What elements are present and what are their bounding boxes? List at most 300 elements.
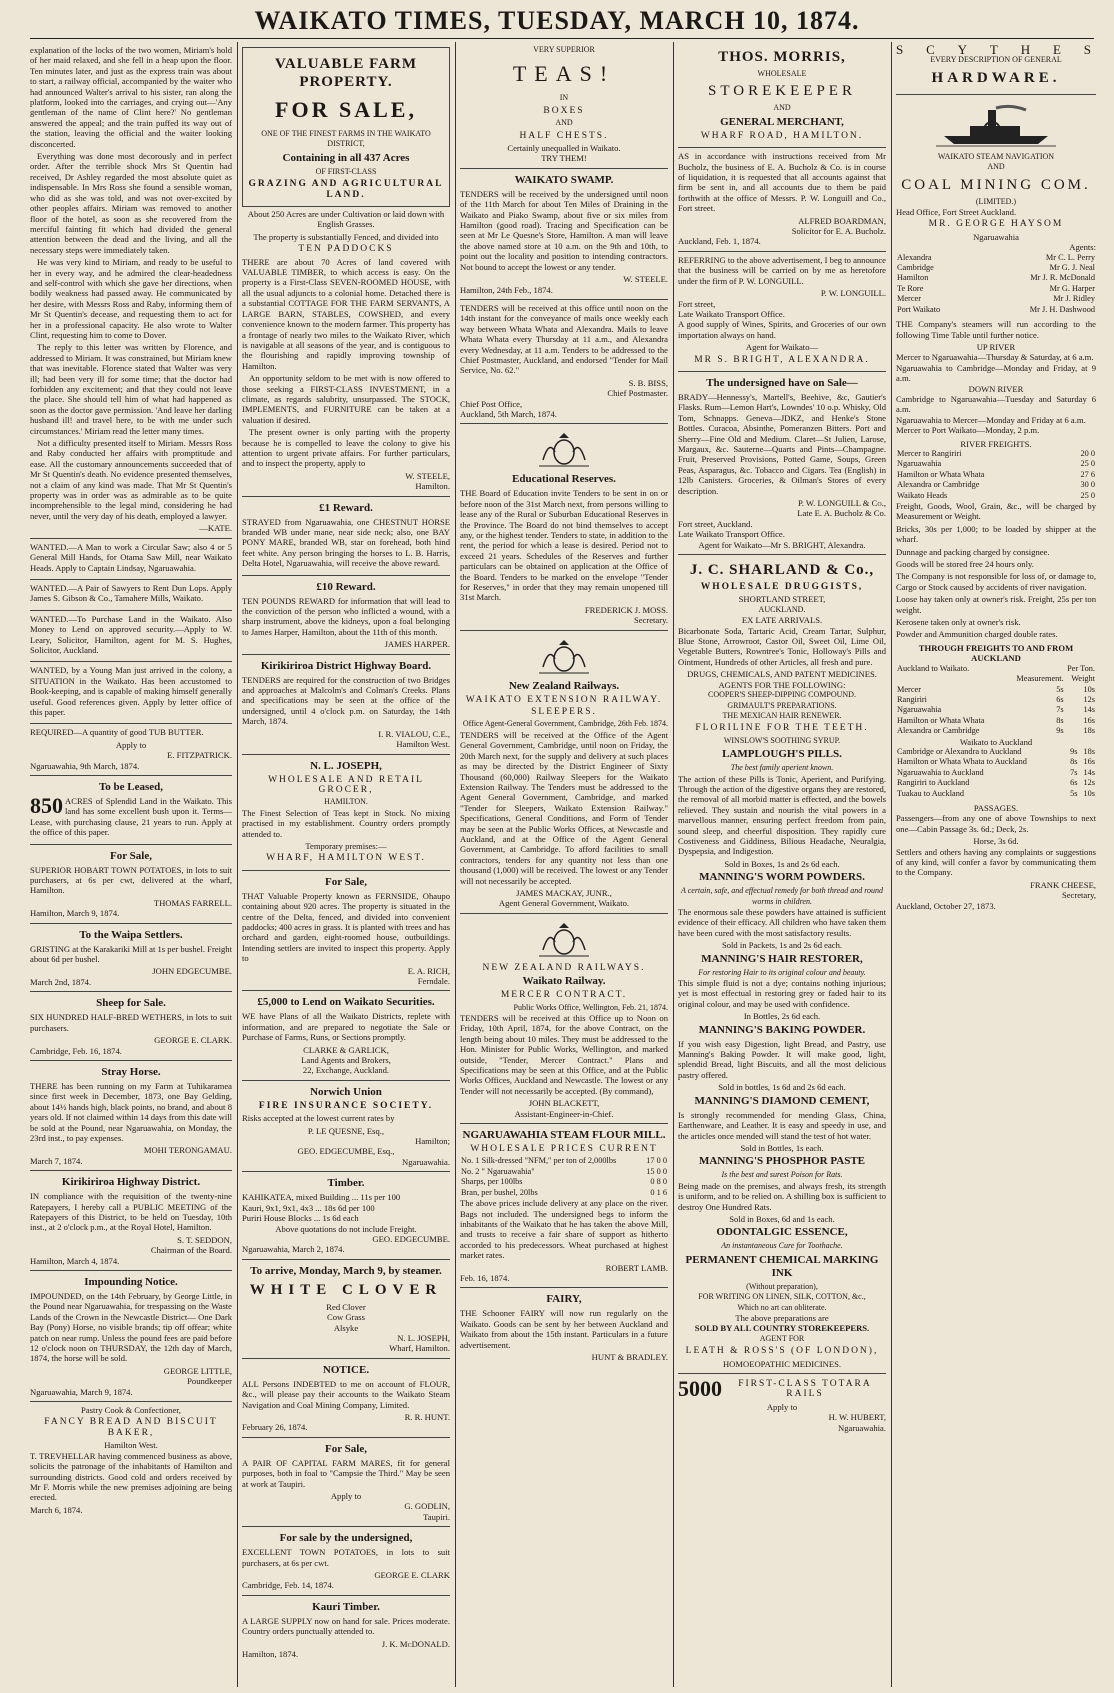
ad-body: Risks accepted at the lowest current rates by bbox=[242, 1113, 395, 1124]
table-cell: Mr C. L. Perry bbox=[1045, 252, 1095, 262]
mail-tender-ad bbox=[460, 300, 668, 424]
table-cell: 5s bbox=[1056, 684, 1064, 694]
masthead-rule bbox=[30, 38, 1094, 39]
freight-row bbox=[896, 695, 1096, 705]
table-cell: 17 0 0 bbox=[646, 1156, 667, 1166]
return-heading: Waikato to Auckland bbox=[959, 736, 1033, 747]
ad-heading: £1 Reward. bbox=[319, 501, 373, 514]
product-body: This simple fluid is not a dye; contains nothing injurious; yet is most effectual in restoring grey or faded hair to its original colour, and may be used with confidence. bbox=[678, 978, 886, 1009]
ad-address: Late Waikato Transport Office. bbox=[678, 529, 785, 540]
display-letter: H bbox=[1020, 42, 1036, 57]
ad-subheading: WHOLESALE PRICES CURRENT bbox=[470, 1144, 658, 1155]
ad-subheading: AGENTS FOR THE FOLLOWING: bbox=[718, 679, 846, 690]
ad-address: WHARF ROAD, HAMILTON. bbox=[700, 130, 864, 141]
display-letter: S bbox=[896, 42, 909, 57]
ad-heading: Norwich Union bbox=[310, 1085, 382, 1098]
table-cell: 15 0 0 bbox=[646, 1166, 667, 1176]
table-cell: Mr G. J. Neal bbox=[1049, 263, 1095, 273]
table-cell: Te Rore bbox=[897, 283, 924, 293]
butter-ad bbox=[30, 724, 232, 776]
ad-display-text: COAL MINING COM. bbox=[901, 176, 1091, 193]
royal-crest-icon bbox=[529, 430, 599, 470]
ad-heading: £10 Reward. bbox=[316, 580, 376, 593]
sheep-ad bbox=[30, 992, 232, 1061]
sleepers-tender-ad bbox=[460, 631, 668, 914]
ad-manager: MR. GEORGE HAYSOM bbox=[928, 219, 1064, 230]
column-divider bbox=[455, 42, 456, 1687]
ad-body: A PAIR OF CAPITAL FARM MARES, fit for general purposes, both in foal to "Campsie the Third." May be seen at work at Taupiri. bbox=[242, 1457, 450, 1489]
ad-note: Temporary premises:— bbox=[305, 840, 387, 851]
ad-subheading: BOXES bbox=[543, 105, 585, 116]
ad-body: TENDERS will be received at this office until noon on the 14th instant for the conveyance of mails once weekly each way between Whata Whata and Alexandra. Mails to leave Whata Whata every Thursday at 11 a.m., and Alexandra every Wednesday, at 11 a.m. Tenders to be addressed to the Chief Postmaster, Auckland, and endorsed "Tender for Mail Service, No. 62." bbox=[460, 302, 668, 376]
ad-body: The property is substantially Fenced, and divided into bbox=[253, 231, 439, 242]
timetable-line: Mercer to Ngaruawahia—Thursday & Saturday, at 6 a.m. bbox=[896, 352, 1094, 363]
table-cell: 18s bbox=[1083, 726, 1095, 736]
ad-subheading: AND bbox=[555, 118, 573, 128]
display-letter: T bbox=[989, 42, 1003, 57]
timetable-line: Cambridge to Ngaruawahia—Tuesday and Saturday 6 a.m. bbox=[896, 393, 1096, 415]
ad-note: Loose hay taken only at owner's risk. Freight, 25s per ton weight. bbox=[896, 594, 1096, 615]
story-paragraph: The reply to this letter was written by Florence, and addressed to Miriam. It was constrained, but Miriam knew that was inevitable. Florence stated that Walter was very ill; had been very ill for some time; that the doctor had forbidden any excitement; and that they could not leave the place. She should tell him of what had happened as soon as the doctor gave permission. 'And leave her darling husband ill! and travel here, to be with me under such circumstances.' Miriam read the letter many times. bbox=[30, 342, 232, 436]
ad-body: ALL Persons INDEBTED to me on account of FLOUR, &c., will please pay their accounts to the Waikato Steam Navigation and Coal Mining Company, Limited. bbox=[242, 1378, 450, 1410]
ad-office: Public Works Office, Wellington, Feb. 21, 1874. bbox=[513, 1002, 668, 1012]
product-body: The enormous sale these powders have attained is sufficient evidence of their efficacy. All children who have taken them have been cured with the most satisfactory results. bbox=[678, 907, 886, 938]
ad-body: IMPOUNDED, on the 14th February, by George Little, in the Pound near Ngaruawahia, for trespassing on the Waste Lands of the Crown in the Newcastle District— One Dark Bay (Pony) Horse, no visible brands; tip off offear; white patch on near rump. Unless the pound fees are paid before 12 o'clock noon on THURSDAY, the 12th day of March, 1874, the horse will be sold. bbox=[30, 1291, 232, 1364]
ad-signature: CLARKE & GARLICK, bbox=[303, 1044, 389, 1055]
ad-body: A good supply of Wines, Spirits, and Groceries of our own importation always on hand. bbox=[678, 319, 886, 340]
timetable-line: Ngaruawahia to Cambridge—Monday and Friday, at 9 a.m. bbox=[896, 362, 1096, 384]
ad-signature-place: Hamilton. bbox=[415, 481, 450, 492]
freight-row bbox=[896, 726, 1096, 736]
ad-date: February 26, 1874. bbox=[242, 1422, 308, 1433]
ad-body: Bicarbonate Soda, Tartaric Acid, Cream Tartar, Sulphur, Blue Stone, Arrowroot, Castor Oil, Sweet Oil, Lime Oil, Vegetable Butters, Rowntree's Tonic, Holloway's Pills and Ointment, Hundreds of other Articles, all fresh and pure. bbox=[678, 625, 886, 667]
table-cell: 9s bbox=[1070, 746, 1078, 756]
return-freights-table bbox=[896, 747, 1096, 799]
ad-signature-place: Ngaruawahia. bbox=[838, 1422, 886, 1433]
display-letter: Y bbox=[957, 42, 973, 57]
ad-signature: H. W. HUBERT, bbox=[828, 1412, 886, 1423]
ad-signature-title: Secretary. bbox=[633, 615, 668, 626]
through-freights-heading: THROUGH FREIGHTS TO AND FROM AUCKLAND bbox=[918, 642, 1074, 664]
grocer-ad bbox=[242, 755, 450, 871]
royal-crest-icon bbox=[529, 637, 599, 677]
ad-signature: S. B. BISS, bbox=[628, 377, 668, 388]
ad-heading: N. L. JOSEPH, bbox=[310, 759, 382, 772]
table-cell: 9s bbox=[1056, 726, 1064, 736]
freight-row bbox=[896, 716, 1096, 726]
table-cell: 6s bbox=[1056, 694, 1064, 704]
column-5 bbox=[896, 42, 1096, 1682]
royal-crest-icon bbox=[529, 920, 599, 960]
ad-heading: NOTICE. bbox=[322, 1363, 370, 1376]
ad-date: March 2nd, 1874. bbox=[30, 976, 92, 987]
ad-display-text: WHITE CLOVER bbox=[249, 1281, 443, 1298]
loan-ad bbox=[242, 991, 450, 1080]
ad-subheading: AND bbox=[987, 162, 1005, 172]
ad-signature: P. W. LONGUILL. bbox=[820, 288, 886, 299]
ad-office: Office Agent-General Government, Cambridge, 26th Feb. 1874. bbox=[462, 719, 668, 729]
story-paragraph: Everything was done most decorously and in perfect order. After the terrible shock Mrs St Quentin had received, Dr Ashley regarded the most absolute quiet as indispensable. In Mrs Ross she found a sensible woman, who did as she was told, and was not over-excited by other peoples affairs. Miriam was removed to another floor of the hotel, as soon as she recovered from the merciful fainting fit which had divided the general attention between the dead and the living, and all the necessary steps were immediately taken. bbox=[30, 151, 232, 255]
ad-date: Hamilton, March 4, 1874. bbox=[30, 1255, 120, 1266]
table-cell: Ngaruawahia to Auckland bbox=[897, 767, 984, 777]
ad-body: An opportunity seldom to be met with is now offered to those seeking a FIRST-CLASS INVESTMENT, in a climate, as regards salubrity, unsurpassed. The STOCK, IMPLEMENTS, and FURNITURE can be taken at a valuation if desired. bbox=[242, 373, 450, 425]
ad-subheading: FANCY BREAD AND BISCUIT BAKER, bbox=[44, 1417, 218, 1438]
ad-signature: ROBERT LAMB. bbox=[605, 1262, 668, 1273]
ad-display-text: TEAS! bbox=[512, 61, 616, 87]
ad-body: AS in accordance with instructions received from Mr Bucholz, the business of E. A. Bucholz & Co. is in course of liquidation, it is requested that all accounts against that firm be sent in, and all accounts due to them be paid forthwith at the office of Messrs. P. W. Longuill and Co., Fort street. bbox=[678, 151, 886, 214]
price-table bbox=[460, 1156, 668, 1198]
ad-signature: N. L. JOSEPH, bbox=[397, 1332, 450, 1343]
ad-body: EXCELLENT TOWN POTATOES, in lots to suit purchasers, at 6s per cwt. bbox=[242, 1547, 450, 1568]
ad-heading: Sheep for Sale. bbox=[96, 997, 166, 1010]
ad-signature-title: Chairman of the Board. bbox=[150, 1245, 232, 1256]
column-header: Per Ton. bbox=[1067, 663, 1095, 673]
wanted-ad bbox=[30, 611, 232, 663]
ad-display-text: STOREKEEPER bbox=[708, 83, 856, 100]
ad-note: Powder and Ammunition charged double rates. bbox=[896, 629, 1058, 640]
liquidation-ad bbox=[678, 148, 886, 252]
ad-heading: Kirikiriroa District Highway Board. bbox=[260, 659, 432, 672]
table-cell: 14s bbox=[1083, 767, 1095, 777]
ad-body: THAT Valuable Property known as FERNSIDE, Ohaupo containing about 920 acres. The property is situated in the centre of the Delta, fenced, and divided into convenient paddocks; 400 acres in grass. It is planted with trees and has orchard and garden, eight-roomed house, outbuildings. Intending settlers are invited to inspect this property. Apply to bbox=[242, 890, 450, 964]
table-cell: 16s bbox=[1083, 757, 1095, 767]
ad-subheading: EX LATE ARRIVALS. bbox=[741, 615, 823, 626]
ad-signature: FRANK CHEESE, bbox=[1030, 879, 1096, 890]
display-letter: E bbox=[1052, 42, 1066, 57]
ad-subheading: MERCER CONTRACT. bbox=[500, 990, 628, 1001]
serial-story bbox=[30, 42, 232, 539]
ad-signature: R. R. HUNT. bbox=[404, 1411, 450, 1422]
story-signature: —KATE. bbox=[199, 523, 232, 534]
ad-date: Cambridge, Feb. 14, 1874. bbox=[242, 1580, 334, 1591]
ad-body: FIRST-CLASS TOTARA RAILS bbox=[738, 1379, 872, 1400]
freight-row bbox=[896, 449, 1096, 459]
ad-signature: GEORGE LITTLE, bbox=[163, 1365, 232, 1376]
column-3 bbox=[460, 42, 668, 1682]
ad-signature-title: Poundkeeper bbox=[187, 1376, 232, 1387]
table-cell: Rangiriri bbox=[897, 694, 927, 704]
agency-item: WINSLOW'S SOOTHING SYRUP. bbox=[723, 735, 841, 745]
price-row bbox=[460, 1188, 668, 1198]
display-letter: C bbox=[926, 42, 940, 57]
lease-ad bbox=[30, 776, 232, 845]
table-cell: Tuakau to Auckland bbox=[897, 788, 964, 798]
ad-note: Bricks, 30s per 1,000; to be loaded by shipper at the wharf. bbox=[896, 523, 1096, 545]
ad-date: Hamilton, March 9, 1874. bbox=[30, 908, 120, 919]
table-cell: 30 0 bbox=[1080, 480, 1095, 490]
table-cell: 16s bbox=[1083, 715, 1095, 725]
ad-signature: ALFRED BOARDMAN, bbox=[798, 215, 886, 226]
ad-body: About 250 Acres are under Cultivation or laid down with English Grasses. bbox=[247, 209, 445, 230]
price-line: Kauri, 9x1, 9x1, 4x3 ... 18s 6d per 100 bbox=[242, 1202, 375, 1213]
ad-body: SUPERIOR HOBART TOWN POTATOES, in lots to suit purchasers, at 6s per cwt, delivered at the wharf, Hamilton. bbox=[30, 864, 232, 896]
story-paragraph: explanation of the locks of the two women, Miriam's hold of her maid relaxed, and she fell in a heap upon the floor. Ten minutes later, and just as the express train was about to start, a railway official, accompanied by the waiter who had announced Walter's arrival to his sister, ran along the platform, looked into the carriages, and crying out—'Any gentleman of the name of Clint here?' No gentleman answered the appeal; and the train puffed its way out of the station, leaving the official and the waiter looking disconcerted. bbox=[30, 45, 232, 149]
freight-row bbox=[896, 789, 1096, 799]
product-heading: MANNING'S PHOSPHOR PASTE bbox=[698, 1155, 866, 1168]
ad-agent: Agent for Waikato—Mr S. BRIGHT, Alexandra. bbox=[698, 539, 866, 550]
ad-signature: W. STEELE. bbox=[623, 274, 668, 285]
table-cell: Hamilton or Whata Whata bbox=[897, 469, 985, 479]
ad-signature: S. T. SEDDON, bbox=[177, 1234, 232, 1245]
table-cell: 0 1 6 bbox=[650, 1187, 667, 1197]
ad-body: REQUIRED—A quantity of good TUB BUTTER. bbox=[30, 727, 204, 738]
ad-signature: W. STEELE, bbox=[405, 470, 450, 481]
table-cell: Hamilton or Whata Whata to Auckland bbox=[897, 757, 1027, 767]
agent-place: Hamilton; bbox=[415, 1136, 450, 1147]
ad-heading: For Sale, bbox=[325, 1442, 367, 1455]
ad-heading: WAIKATO STEAM NAVIGATION bbox=[937, 151, 1055, 161]
seed-item: Alsyke bbox=[333, 1322, 359, 1333]
ad-signature: G. GODLIN, bbox=[404, 1501, 450, 1512]
ad-signature-title: Late E. A. Bucholz & Co. bbox=[797, 508, 886, 519]
ad-subheading: Containing in all 437 Acres bbox=[282, 151, 410, 164]
ad-note: Kerosene taken only at owner's risk. bbox=[896, 617, 1021, 628]
agent-row bbox=[896, 273, 1096, 283]
product-tagline: The best family aperient known. bbox=[730, 763, 834, 773]
ad-body: Certainly unequalled in Waikato. bbox=[507, 143, 621, 154]
story-paragraph: Not a difficulty presented itself to Miriam. Messrs Ross and Raby conducted her affairs with promptitude and ease. All the customary announcements succeeded that of Mr St Quentin's death. No evidence presented themselves, not a claim of any kind was made. That Mr St Quentin's property was in order was as admirable as to be quite incomprehensible to the legal mind, considering he had never, until the very day of his death, employed a lawyer. bbox=[30, 438, 232, 521]
ad-signature-title: Secretary, bbox=[1061, 890, 1096, 901]
ad-heading: NGARUAWAHIA STEAM FLOUR MILL. bbox=[462, 1129, 666, 1142]
table-cell: 12s bbox=[1083, 778, 1095, 788]
ad-subheading: HOMOEOPATHIC MEDICINES. bbox=[722, 1358, 842, 1369]
ad-body: The above prices include delivery at any place on the river. Bags not included. The undersigned begs to inform the inhabitants of the Waikato that he has taken the above Mill, and trusts to receive a fair share of support as hitherto accorded to his predecessors. Wheat purchased at highest market rates. bbox=[460, 1198, 668, 1261]
ad-body: The present owner is only parting with the property because he is compelled to leave the colony to give his attention to urgent private affairs. For further particulars, and to inspect the property, apply to bbox=[242, 427, 450, 469]
through-freights-table bbox=[896, 664, 1096, 737]
table-cell: Ngaruawahia bbox=[897, 705, 942, 715]
ad-date: Auckland, Feb. 1, 1874. bbox=[678, 236, 761, 247]
for-sale-heading: FOR SALE, bbox=[275, 97, 417, 122]
table-cell: Mr J. H. Dashwood bbox=[1029, 304, 1095, 314]
ad-heading: NEW ZEALAND RAILWAYS. bbox=[482, 962, 646, 973]
table-cell: 7s bbox=[1070, 767, 1078, 777]
ad-signature: GEORGE E. CLARK. bbox=[154, 1035, 232, 1046]
ad-body: WE have Plans of all the Waikato Districts, replete with information, and are prepared to negotiate the Sale or Purchase of Farms, Runs, or Sections promptly. bbox=[242, 1011, 450, 1043]
table-cell: Mr G. Harper bbox=[1049, 283, 1095, 293]
story-paragraph: He was very kind to Miriam, and ready to be useful to her in every way, and he admired the clear-headedness and self-control with which she gave her directions, when bodily weakness had passed away. He communicated by her desire, with Messrs Ross and Raby, informing them of Mr St Quentin's decease, and requesting them to act for her in a professional capacity. He also wrote to Walter Clint, requesting him to come to Dover. bbox=[30, 257, 232, 340]
ad-signature: JOHN EDGECUMBE. bbox=[152, 966, 232, 977]
table-cell: Alexandra bbox=[897, 252, 932, 262]
product-tagline: For restoring Hair to its original colour and beauty. bbox=[698, 967, 866, 977]
ad-subheading: Waikato Railway. bbox=[522, 975, 606, 988]
table-cell: 14s bbox=[1083, 705, 1095, 715]
table-cell: 10s bbox=[1083, 788, 1095, 798]
agents-heading: Agents: bbox=[1069, 242, 1096, 253]
ad-display-text: HARDWARE. bbox=[931, 69, 1061, 86]
ad-date: Auckland, October 27, 1873. bbox=[896, 900, 996, 911]
ad-signature: E. A. RICH, bbox=[407, 965, 450, 976]
timetable-heading: UP RIVER bbox=[976, 341, 1016, 352]
ad-heading: Pastry Cook & Confectioner, bbox=[81, 1405, 181, 1416]
ad-signature-place: Hamilton West. bbox=[396, 739, 450, 750]
price-line: Puriri House Blocks ... 1s 6d each bbox=[242, 1213, 359, 1224]
table-cell: Mercer bbox=[897, 684, 921, 694]
product-heading: MANNING'S HAIR RESTORER, bbox=[701, 952, 863, 965]
ad-body: SIX HUNDRED HALF-BRED WETHERS, in lots to suit purchasers. bbox=[30, 1012, 232, 1033]
ad-signature: E. FITZPATRICK. bbox=[167, 750, 232, 761]
steamship-icon bbox=[936, 102, 1056, 148]
product-body: Is strongly recommended for mending Glass, China, Earthenware, and Leather. It is easy and speedy in use, and the articles once mended will stand the test of hot water. bbox=[678, 1109, 886, 1141]
timber-ad bbox=[242, 1172, 450, 1259]
potato-ad bbox=[30, 845, 232, 924]
ad-body: TENDERS are required for the construction of two Bridges and approaches at Malcolm's and Colman's Creeks. Plans and specifications may be seen at the office of the undersigned, until 4 o'clock p.m. on Saturday, the 14th March, 1874. bbox=[242, 674, 450, 727]
product-price: Sold in bottles, 1s 6d and 2s 6d each. bbox=[718, 1082, 846, 1093]
ad-agent: Agent for Waikato— bbox=[745, 342, 819, 353]
ad-subheading: EVERY DESCRIPTION OF GENERAL bbox=[930, 55, 1062, 65]
reward-ad bbox=[242, 497, 450, 576]
ad-signature-place: Taupiri. bbox=[423, 1511, 450, 1522]
timetable-heading: DOWN RIVER bbox=[968, 383, 1024, 394]
table-cell: Cambridge or Alexandra to Auckland bbox=[897, 746, 1022, 756]
freight-row bbox=[896, 480, 1096, 490]
ad-date: Auckland, 5th March, 1874. bbox=[460, 408, 557, 419]
ad-apply: Apply to bbox=[115, 739, 147, 750]
product-body: Being made on the premises, and always fresh, its strength is uniform, and to be relied on. A shilling box is sufficient to destroy One Hundred Rats. bbox=[678, 1180, 886, 1212]
ad-heading: For sale by the undersigned, bbox=[279, 1532, 413, 1545]
column-divider bbox=[891, 42, 892, 1687]
masthead-title: WAIKATO TIMES, TUESDAY, MARCH 10, 1874. bbox=[254, 6, 860, 35]
table-cell: Mr J. Ridley bbox=[1053, 294, 1095, 304]
notice-ad bbox=[242, 1359, 450, 1438]
hardware-ad bbox=[896, 42, 1096, 95]
ad-subheading: VERY SUPERIOR bbox=[533, 45, 595, 54]
display-letter: S bbox=[1083, 42, 1096, 57]
ad-apply: Apply to bbox=[330, 1491, 362, 1501]
ad-signature: THOMAS FARRELL. bbox=[153, 897, 232, 908]
ad-address: Fort street, Auckland. bbox=[678, 518, 753, 529]
column-2 bbox=[242, 42, 450, 1682]
impounding-ad bbox=[30, 1271, 232, 1402]
agency-item: THE MEXICAN HAIR RENEWER. bbox=[722, 710, 842, 720]
ad-heading: Kauri Timber. bbox=[312, 1600, 380, 1613]
agent-row bbox=[896, 284, 1096, 294]
wanted-ad bbox=[30, 662, 232, 724]
ad-subheading: GENERAL MERCHANT, bbox=[720, 115, 844, 128]
table-cell: Bran, per bushel, 20lbs bbox=[461, 1187, 538, 1197]
agent-name: GEO. EDGECUMBE, Esq., bbox=[297, 1146, 395, 1157]
ad-body: THE Schooner FAIRY will now run regularly on the Waikato. Goods can be sent by her between Auckland and Waikato from about the 15th instant. Particulars in a future advertisement. bbox=[460, 1308, 668, 1350]
freights-table bbox=[896, 449, 1096, 501]
ad-body: THE Board of Education invite Tenders to be sent in on or before noon of the 31st March next, from persons willing to lease any of the Rural or Suburban Educational Reserves in the Province. The Board do not bind themselves to accept any, or the highest tender. Tenders to state, in addition to the rent, the period for which a lease is desired. Period not to exceed 21 years. Schedules of the Reserves and further particulars can be obtained on application at the Office of the Board. Tenders to be marked on the envelope "Tender for Reserves," in order that they may remain unopened till 31st March. bbox=[460, 488, 668, 603]
ad-signature: JAMES MACKAY, JUNR., bbox=[516, 887, 612, 898]
freight-row bbox=[896, 491, 1096, 501]
ad-location: HAMILTON. bbox=[324, 797, 368, 807]
lease-acreage: 850 bbox=[30, 793, 63, 818]
ad-date: Feb. 16, 1874. bbox=[460, 1272, 510, 1283]
ad-signature: P. W. LONGUILL & Co., bbox=[797, 498, 886, 508]
ad-heading: Kirikiriroa Highway District. bbox=[61, 1176, 201, 1189]
ad-heading: J. C. SHARLAND & Co., bbox=[689, 562, 875, 579]
product-body: If you wish easy Digestion, light Bread, and Pastry, use Manning's Baking Powder. It will make good, light, splendid Bread, light Biscuits, and all the most delicious pastry offered. bbox=[678, 1038, 886, 1080]
ad-subheading: IN bbox=[559, 93, 569, 103]
ad-note: AGENT FOR bbox=[759, 1333, 805, 1343]
ad-signature-title: Agent General Government, Waikato. bbox=[498, 898, 630, 909]
ad-address: SHORTLAND STREET, bbox=[738, 594, 826, 605]
ad-town: Ngaruawahia bbox=[973, 231, 1019, 242]
ad-subheading: WHOLESALE bbox=[757, 69, 807, 78]
education-reserves-ad bbox=[460, 424, 668, 630]
ad-signature: GEO. EDGECUMBE. bbox=[372, 1233, 450, 1244]
ad-city: AUCKLAND. bbox=[758, 604, 806, 614]
agency-item: GRIMAULT'S PREPARATIONS. bbox=[727, 700, 837, 710]
ad-body: WANTED, by a Young Man just arrived in the colony, a SITUATION in the Waikato. Has been accustomed to Book-keeping, and is capable of making himself generally useful. Good references given. Apply by letter office of this paper. bbox=[30, 665, 232, 717]
ad-date: March 6, 1874. bbox=[30, 1504, 83, 1515]
table-cell: No. 1 Silk-dressed "NFM," per ton of 2,000lbs bbox=[461, 1156, 617, 1166]
table-cell: Mr J. R. McDonald bbox=[1030, 273, 1095, 283]
product-tagline: FOR WRITING ON LINEN, SILK, COTTON, &c., bbox=[698, 1292, 866, 1302]
ad-signature: FREDERICK J. MOSS. bbox=[584, 604, 668, 615]
ad-address: Chief Post Office, bbox=[460, 398, 523, 409]
ad-body: TEN POUNDS REWARD for information that will lead to the conviction of the person who inflicted a wound, with a sharp instrument, above the kidneys, upon a foal belonging to James Harper, Hamilton, about the 11th of this month. bbox=[242, 595, 450, 637]
product-heading: LAMPLOUGH'S PILLS. bbox=[722, 748, 842, 761]
table-cell: 18s bbox=[1083, 746, 1095, 756]
ad-note: Above quotations do not include Freight. bbox=[275, 1223, 417, 1234]
druggists-ad bbox=[678, 555, 886, 1374]
table-cell: Mercer to Rangiriri bbox=[897, 448, 962, 458]
ad-signature: JOHN BLACKETT, bbox=[528, 1098, 600, 1109]
product-tagline: A certain, safe, and effectual remedy for both thread and round worms in children. bbox=[680, 886, 884, 906]
freight-row bbox=[896, 747, 1096, 757]
table-cell: Ngaruawahia bbox=[897, 459, 942, 469]
reward-ad bbox=[242, 576, 450, 655]
ad-signature-title: Chief Postmaster. bbox=[607, 388, 668, 399]
product-price: Sold in Boxes, 6d and 1s each. bbox=[729, 1213, 835, 1224]
freight-row bbox=[896, 705, 1096, 715]
ad-heading: The undersigned have on Sale— bbox=[706, 376, 858, 389]
rails-ad bbox=[678, 1374, 886, 1437]
highway-meeting-ad bbox=[30, 1171, 232, 1271]
table-cell: 25 0 bbox=[1080, 490, 1095, 500]
table-cell: Hamilton bbox=[897, 273, 929, 283]
table-cell: Hamilton or Whata Whata bbox=[897, 715, 985, 725]
ad-heading: New Zealand Railways. bbox=[508, 679, 620, 692]
ad-note: The above preparations are bbox=[735, 1312, 829, 1323]
product-tagline: Which no art can obliterate. bbox=[737, 1302, 827, 1312]
ad-heading: FAIRY, bbox=[546, 1293, 582, 1306]
ad-date: Hamilton, 24th Feb., 1874. bbox=[460, 284, 553, 295]
schooner-ad bbox=[460, 1288, 668, 1366]
ad-body: IN compliance with the requisition of the twenty-nine Ratepayers, I hereby call a PUBLIC MEETING of the Ratepayers of this District, to be held on Tuesday, 10th inst., at 2 o'clock p.m., at the Royal Hotel, Hamilton. bbox=[30, 1191, 232, 1233]
farm-property-ad bbox=[242, 42, 450, 497]
ad-body: T. TREVHELLAR having commenced business as above, solicits the patronage of the inhabitants of Hamilton and surrounding districts. Good cold and orders received by Mr F. Morris while the new premises adjoining are being erected. bbox=[30, 1450, 232, 1503]
ad-body: A LARGE SUPPLY now on hand for sale. Prices moderate. Country orders punctually attended to. bbox=[242, 1615, 450, 1637]
ad-signature: JAMES HARPER. bbox=[384, 639, 450, 650]
column-1 bbox=[30, 42, 232, 1682]
ad-date: Ngaruawahia, March 9, 1874. bbox=[30, 1386, 133, 1397]
wanted-ad bbox=[30, 580, 232, 611]
flour-mill-ad bbox=[460, 1124, 668, 1288]
ad-signature-title: Solicitor for E. A. Bucholz. bbox=[791, 226, 886, 237]
column-header: Auckland to Waikato. bbox=[897, 663, 970, 673]
freight-row bbox=[896, 757, 1096, 767]
ad-heading: VALUABLE FARM PROPERTY. bbox=[274, 56, 418, 90]
ad-signature: I. R. VIALOU, C.E., bbox=[378, 728, 450, 739]
seed-item: Cow Grass bbox=[327, 1312, 365, 1323]
ad-date: Cambridge, Feb. 16, 1874. bbox=[30, 1045, 122, 1056]
column-header: Measurement. bbox=[1016, 674, 1064, 684]
ad-heading: THOS. MORRIS, bbox=[718, 49, 846, 65]
product-heading: PERMANENT CHEMICAL MARKING INK bbox=[685, 1253, 879, 1279]
ad-body: TRY THEM! bbox=[541, 153, 587, 164]
ad-heading: WAIKATO SWAMP. bbox=[514, 173, 614, 186]
table-cell: Alexandra or Cambridge bbox=[897, 480, 980, 490]
ad-subheading: HALF CHESTS. bbox=[519, 130, 609, 141]
ad-body: THE Company's steamers will run according to the following Time Table until further notice. bbox=[896, 319, 1096, 340]
product-tagline: An instantaneous Cure for Toothache. bbox=[721, 1241, 843, 1251]
ad-signature-place: Ferndale. bbox=[417, 976, 450, 986]
table-cell: Rangiriri to Auckland bbox=[897, 778, 970, 788]
ad-body: WANTED.—A Man to work a Circular Saw; also 4 or 5 General Mill Hands, for Otama Saw Mill, near Waikato Heads. Apply to Captain Lindsay, Ngaruawahia. bbox=[30, 541, 232, 573]
